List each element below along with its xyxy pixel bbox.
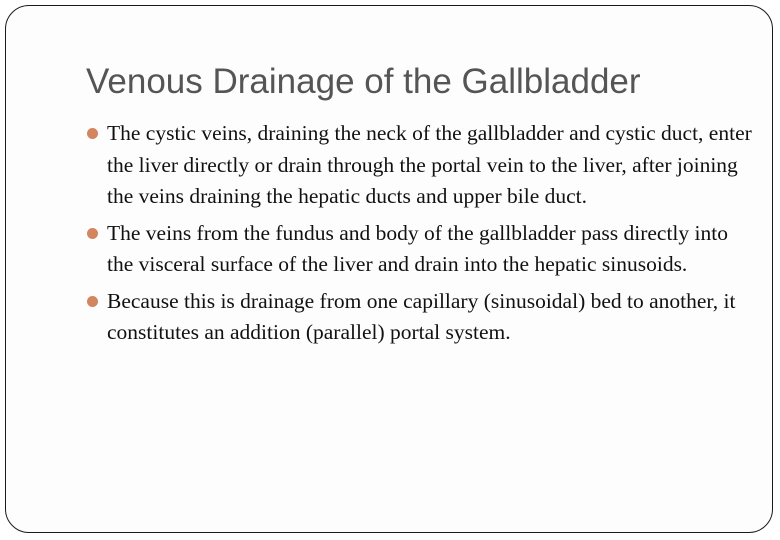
bullet-item xyxy=(107,118,757,213)
bullet-text: The cystic veins, draining the neck of the gallbladder and cystic duct, enter the liver directly or drain through the portal vein to the liver, after joining the veins draining the hepatic ducts and upper bile duct. xyxy=(107,121,752,208)
bullet-item xyxy=(107,286,757,349)
slide-title: Venous Drainage of the Gallbladder xyxy=(86,62,641,101)
bullet-dot-icon xyxy=(87,128,98,139)
bullet-dot-icon xyxy=(87,228,98,239)
bullet-item xyxy=(107,218,757,281)
bullet-list xyxy=(107,118,757,354)
bullet-text: The veins from the fundus and body of the gallbladder pass directly into the visceral surface of the liver and drain into the hepatic sinusoids. xyxy=(107,220,728,276)
bullet-text: Because this is drainage from one capillary (sinusoidal) bed to another, it constitutes an addition (parallel) portal system. xyxy=(107,288,736,344)
bullet-dot-icon xyxy=(87,296,98,307)
